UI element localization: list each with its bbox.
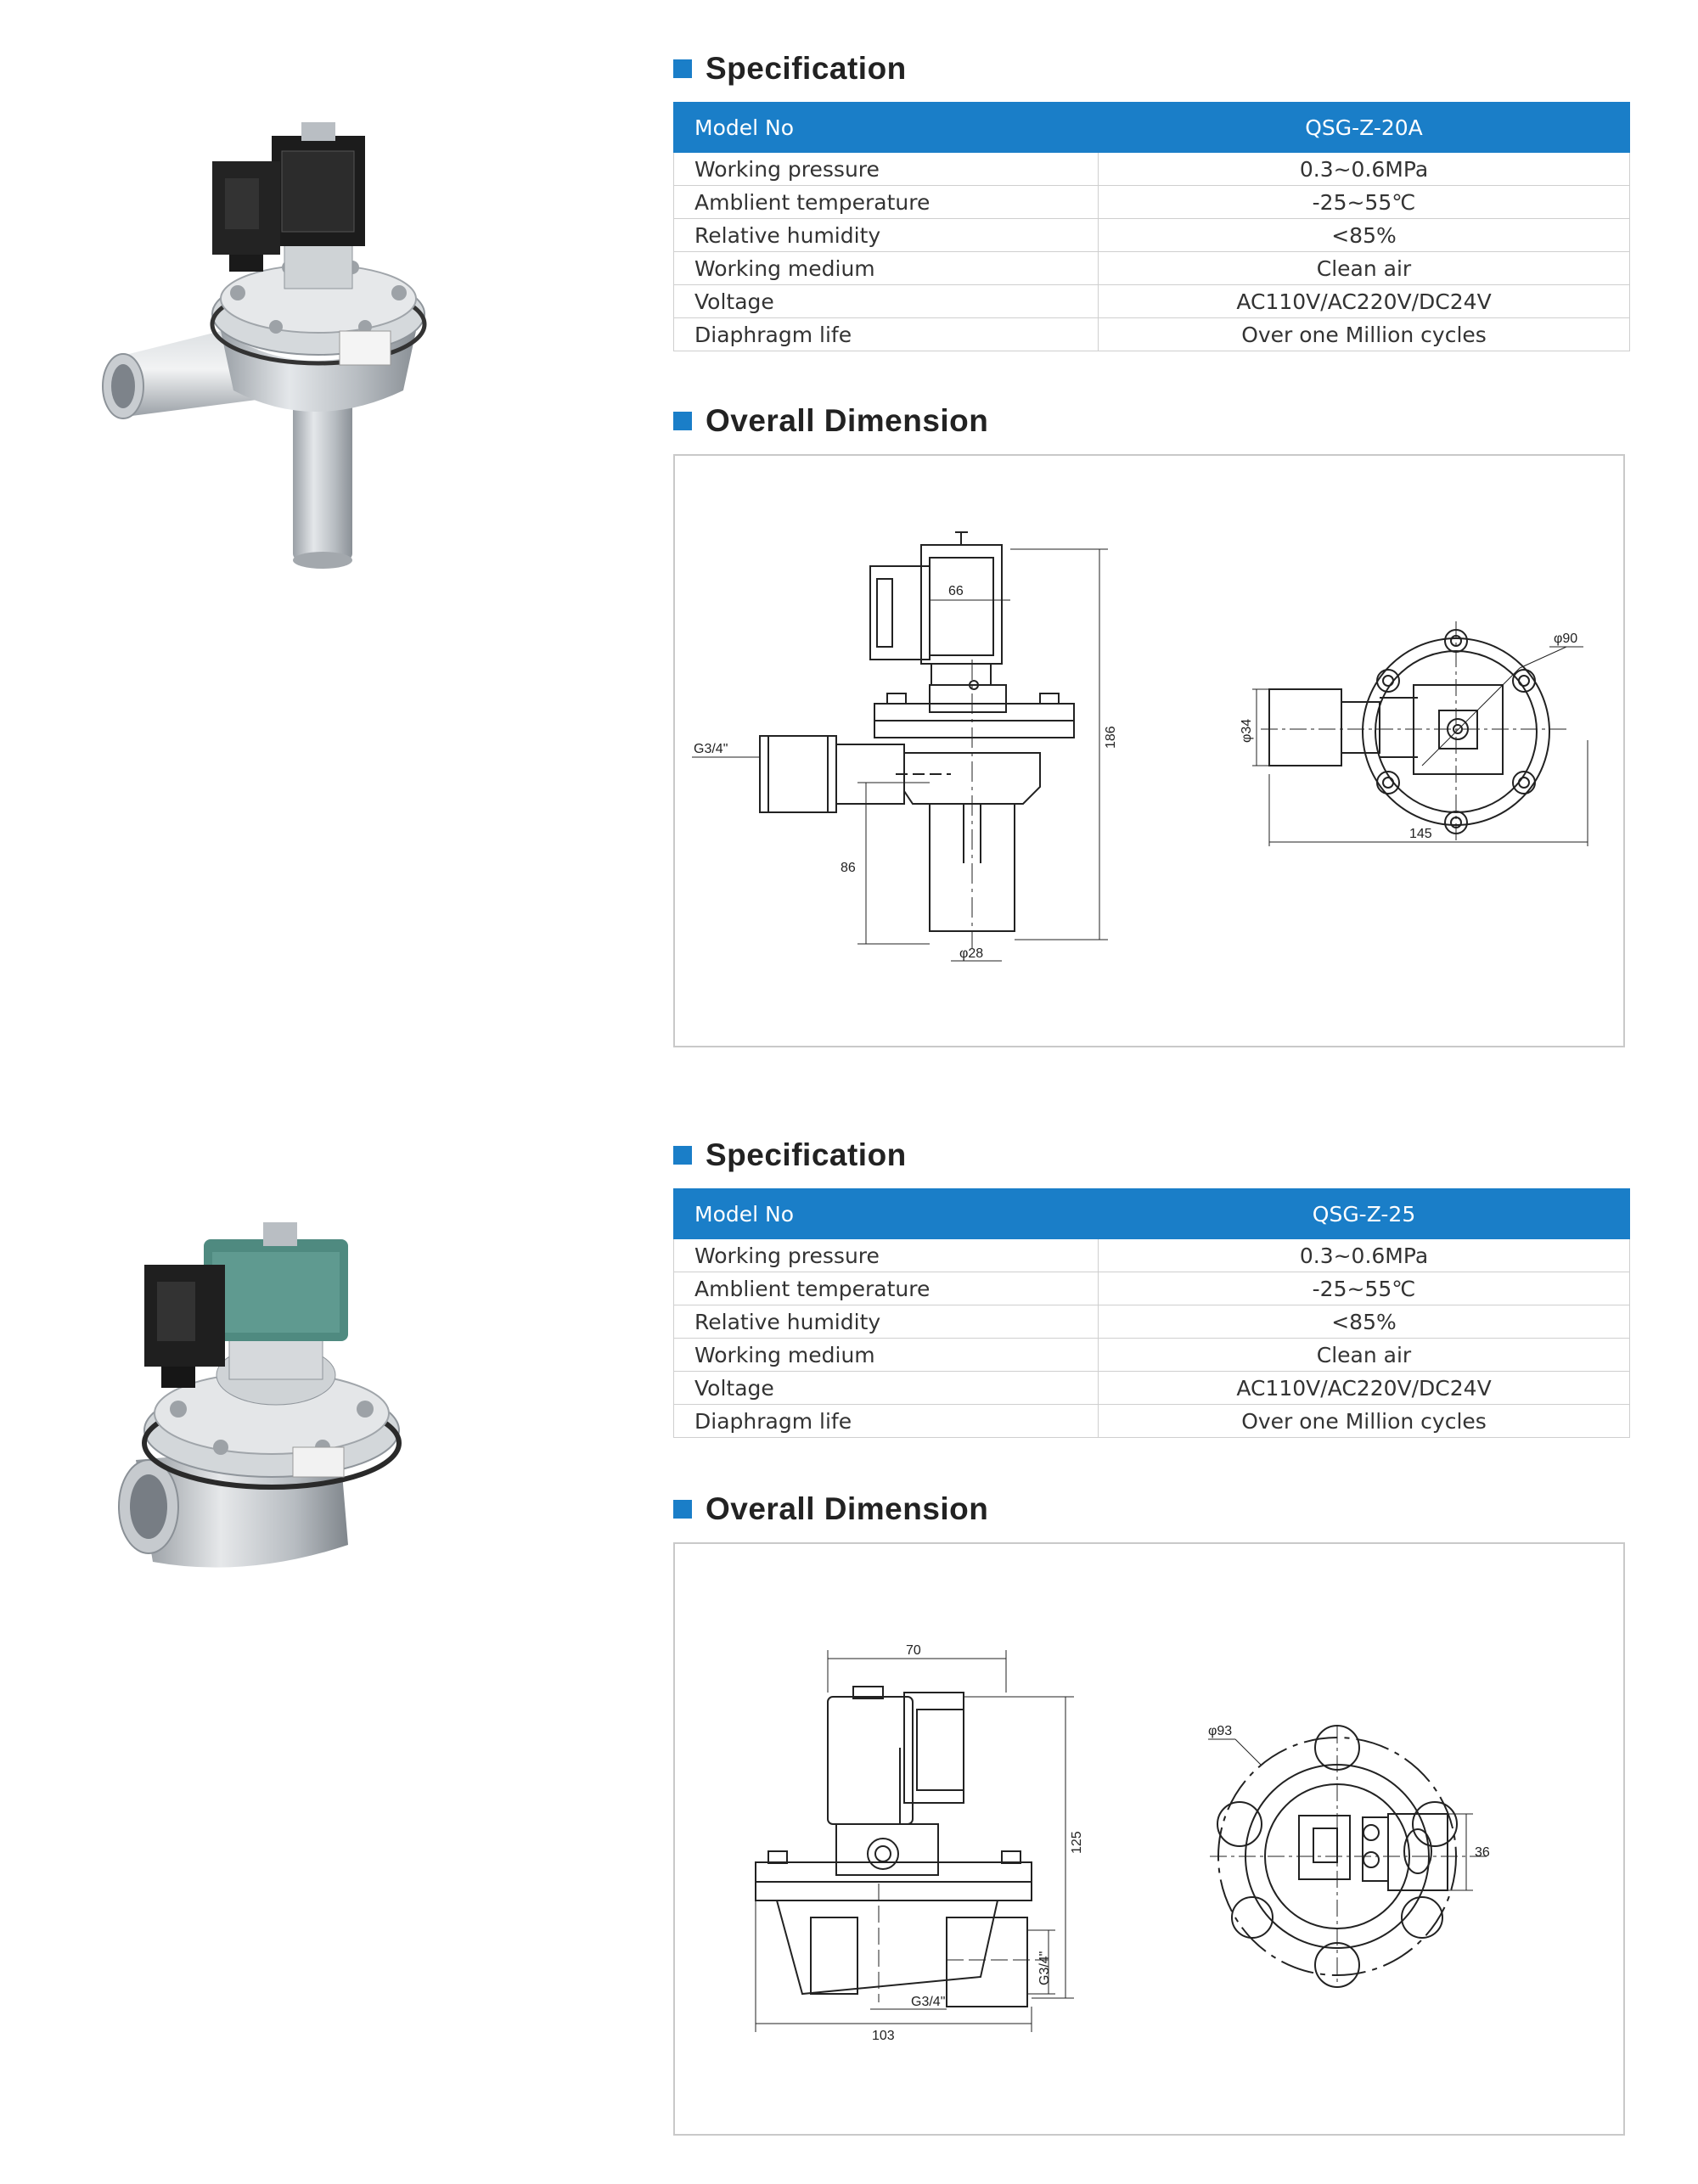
row-label: Relative humidity: [674, 1305, 1099, 1339]
valve-photo: [93, 110, 467, 577]
table-row: [674, 1339, 1630, 1372]
table-row: [674, 1272, 1630, 1305]
dim-label: φ93: [1208, 1724, 1233, 1738]
spec-heading: [673, 51, 907, 87]
table-row: [674, 219, 1630, 252]
model-value: QSG-Z-20A: [1099, 103, 1630, 153]
table-row: [674, 1405, 1630, 1438]
dim-label: 36: [1475, 1845, 1490, 1860]
side-view: [692, 532, 1108, 961]
dim-label: G3/4": [911, 1995, 946, 2009]
dim-heading-text: Overall Dimension: [706, 1491, 989, 1526]
dim-label: 70: [906, 1643, 921, 1658]
row-label: Working pressure: [674, 1239, 1099, 1272]
dim-label: G3/4": [694, 742, 728, 756]
table-row: [674, 1305, 1630, 1339]
dim-label: 86: [841, 861, 856, 875]
row-value: <85%: [1099, 219, 1630, 252]
row-value: -25~55℃: [1099, 1272, 1630, 1305]
dim-heading-text: Overall Dimension: [706, 403, 989, 438]
model-label: Model No: [674, 103, 1099, 153]
pulse-valve-photo-icon: [93, 110, 467, 577]
dimension-drawing: [675, 1544, 1623, 2134]
dim-label: φ90: [1554, 632, 1578, 646]
product-section-1: [0, 0, 1698, 1086]
dim-label: 103: [872, 2029, 895, 2043]
dim-heading: [673, 403, 988, 439]
row-value: 0.3~0.6MPa: [1099, 153, 1630, 186]
row-value: Over one Million cycles: [1099, 1405, 1630, 1438]
heading-square-icon: [673, 412, 692, 430]
row-label: Working medium: [674, 1339, 1099, 1372]
row-value: AC110V/AC220V/DC24V: [1099, 285, 1630, 318]
dimension-drawing-box: [673, 1542, 1625, 2136]
row-label: Working medium: [674, 252, 1099, 285]
dim-label: 145: [1409, 827, 1432, 841]
row-label: Diaphragm life: [674, 1405, 1099, 1438]
heading-square-icon: [673, 1500, 692, 1519]
row-label: Diaphragm life: [674, 318, 1099, 351]
table-header-row: [674, 1189, 1630, 1239]
row-label: Working pressure: [674, 153, 1099, 186]
row-value: Clean air: [1099, 252, 1630, 285]
spec-heading-text: Specification: [706, 51, 907, 86]
model-value: QSG-Z-25: [1099, 1189, 1630, 1239]
top-view: [1208, 1726, 1490, 1987]
dimension-drawing: [675, 456, 1623, 1046]
row-label: Relative humidity: [674, 219, 1099, 252]
row-label: Voltage: [674, 1372, 1099, 1405]
spec-table: [673, 1188, 1630, 1438]
row-label: Voltage: [674, 285, 1099, 318]
row-value: Clean air: [1099, 1339, 1630, 1372]
valve-photo: [102, 1205, 441, 1579]
top-view: [1252, 621, 1588, 846]
dim-label: 186: [1104, 726, 1118, 749]
model-label: Model No: [674, 1189, 1099, 1239]
table-row: [674, 1239, 1630, 1272]
table-row: [674, 153, 1630, 186]
row-value: AC110V/AC220V/DC24V: [1099, 1372, 1630, 1405]
dimension-labels: [872, 1643, 1490, 2043]
pulse-valve-photo-icon: [102, 1205, 441, 1579]
table-header-row: [674, 103, 1630, 153]
table-row: [674, 1372, 1630, 1405]
row-label: Amblient temperature: [674, 1272, 1099, 1305]
dim-label: 125: [1070, 1831, 1084, 1854]
product-section-2: [0, 1086, 1698, 2184]
spec-table: [673, 102, 1630, 351]
dim-heading: [673, 1491, 988, 1527]
dim-label: φ34: [1240, 718, 1254, 743]
dim-label: 66: [948, 584, 964, 598]
table-row: [674, 186, 1630, 219]
row-label: Amblient temperature: [674, 186, 1099, 219]
row-value: <85%: [1099, 1305, 1630, 1339]
side-view: [756, 1650, 1074, 2032]
dimension-drawing-box: [673, 454, 1625, 1047]
table-row: [674, 285, 1630, 318]
row-value: 0.3~0.6MPa: [1099, 1239, 1630, 1272]
row-value: -25~55℃: [1099, 186, 1630, 219]
table-row: [674, 252, 1630, 285]
heading-square-icon: [673, 59, 692, 78]
table-row: [674, 318, 1630, 351]
dim-label: φ28: [959, 946, 984, 961]
row-value: Over one Million cycles: [1099, 318, 1630, 351]
spec-heading: [673, 1137, 907, 1173]
heading-square-icon: [673, 1146, 692, 1165]
spec-heading-text: Specification: [706, 1137, 907, 1172]
dim-label: G3/4": [1037, 1951, 1052, 1985]
